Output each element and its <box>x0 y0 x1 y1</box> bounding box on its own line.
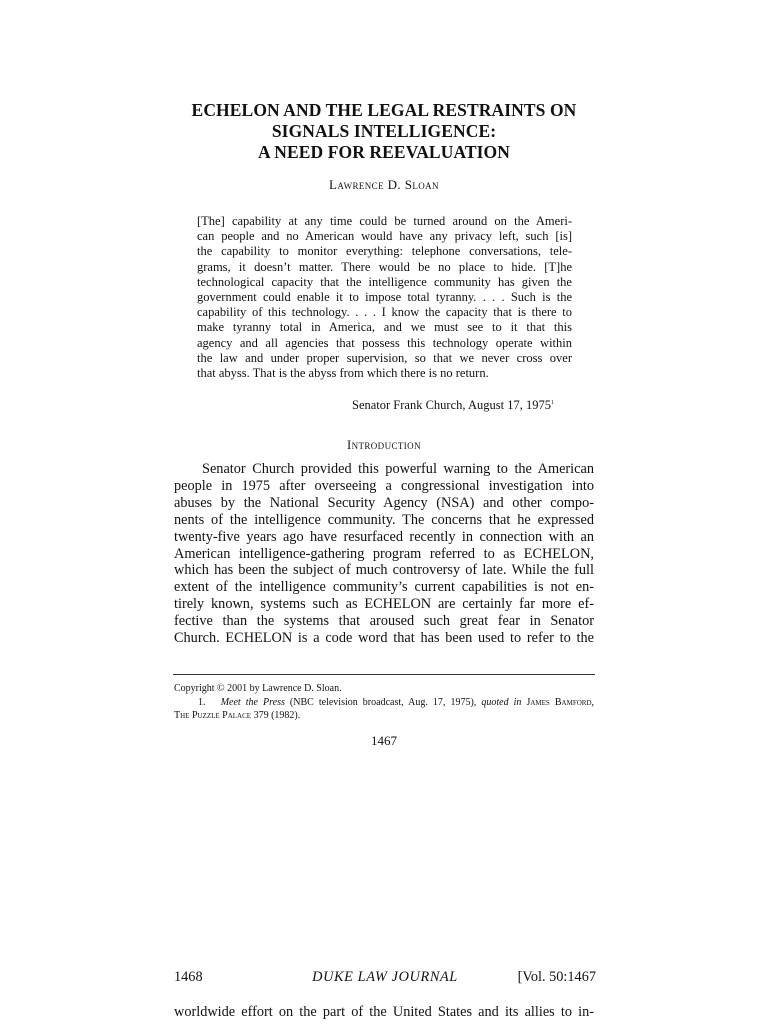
continuation-line: worldwide effort on the part of the United States and its allies to in- <box>174 1004 594 1020</box>
epigraph-line: the capability to monitor everything: telephone conversations, tele- <box>197 244 572 259</box>
body-line: people in 1975 after overseeing a congressional investigation into <box>174 477 594 494</box>
footnote-1-continued <box>174 709 594 723</box>
footnote-mark: 1 <box>550 400 554 406</box>
epigraph-quote <box>197 214 572 381</box>
epigraph-line: that abyss. That is the abyss from which there is no return. <box>197 366 489 381</box>
epigraph-line: can people and no American would have any privacy left, such [is] <box>197 229 572 244</box>
footnote-text: (NBC television broadcast, Aug. 17, 1975), <box>284 696 482 708</box>
body-paragraph <box>174 461 594 647</box>
footnotes <box>174 682 594 723</box>
footnote-book: The Puzzle Palace <box>174 710 252 721</box>
body-line: extent of the intelligence community’s current capabilities is not en- <box>174 579 594 596</box>
next-page-number: 1468 <box>174 969 203 985</box>
epigraph-line: technological capacity that the intelligence community has given the <box>197 274 572 289</box>
journal-name: DUKE LAW JOURNAL <box>312 969 458 985</box>
body-line: which has been the subject of much controversy of late. While the full <box>174 562 594 579</box>
title-line: ECHELON AND THE LEGAL RESTRAINTS ON <box>191 100 577 120</box>
attribution-text: Senator Frank Church, August 17, 1975 <box>352 398 551 412</box>
body-line: fective than the systems that aroused such great fear in Senator <box>174 613 594 630</box>
volume-citation: [Vol. 50:1467 <box>517 969 596 985</box>
article-title <box>0 100 768 163</box>
footnote-source: Meet the Press <box>220 696 285 708</box>
body-line: tirely known, systems such as ECHELON are certainly far more ef- <box>174 596 594 613</box>
title-line: SIGNALS INTELLIGENCE: <box>271 121 497 141</box>
title-line: A NEED FOR REEVALUATION <box>257 142 511 162</box>
body-line: Senator Church provided this powerful warning to the American <box>202 461 594 477</box>
footnote-cite: 379 (1982). <box>251 710 301 721</box>
footnote-quoted: quoted in <box>481 696 522 708</box>
body-line: nents of the intelligence community. The concerns that he expressed <box>174 511 594 528</box>
epigraph-line: government could enable it to impose total tyranny. . . . Such is the <box>197 290 572 305</box>
footnote-author: James Bamford, <box>521 696 595 708</box>
footnote-1 <box>174 696 594 710</box>
body-line: twenty-five years ago have resurfaced recently in connection with an <box>174 528 594 545</box>
copyright-note: Copyright © 2001 by Lawrence D. Sloan. <box>174 683 342 694</box>
epigraph-line: agency and all agencies that possess this technology operate within <box>197 335 572 350</box>
page-number: 1467 <box>371 733 397 748</box>
epigraph-attribution <box>352 398 554 413</box>
footnote-divider <box>173 674 595 675</box>
body-line: abuses by the National Security Agency (NSA) and other compo- <box>174 494 594 511</box>
running-head <box>174 969 596 987</box>
epigraph-line: capability of this technology. . . . I know the capacity that is there to <box>197 305 572 320</box>
epigraph-line: the law and under proper supervision, so that we never cross over <box>197 350 572 365</box>
body-line: American intelligence-gathering program referred to as ECHELON, <box>174 545 594 562</box>
footnote-number: 1. <box>198 696 206 708</box>
epigraph-line: [The] capability at any time could be turned around on the Ameri- <box>197 214 572 228</box>
epigraph-line: make tyranny total in America, and we must see to it that this <box>197 320 572 335</box>
author-name: Lawrence D. Sloan <box>329 177 439 192</box>
body-line: Church. ECHELON is a code word that has been used to refer to the <box>174 630 594 647</box>
epigraph-line: grams, it doesn’t matter. There would be no place to hide. [T]he <box>197 259 572 274</box>
section-heading: Introduction <box>347 438 421 452</box>
